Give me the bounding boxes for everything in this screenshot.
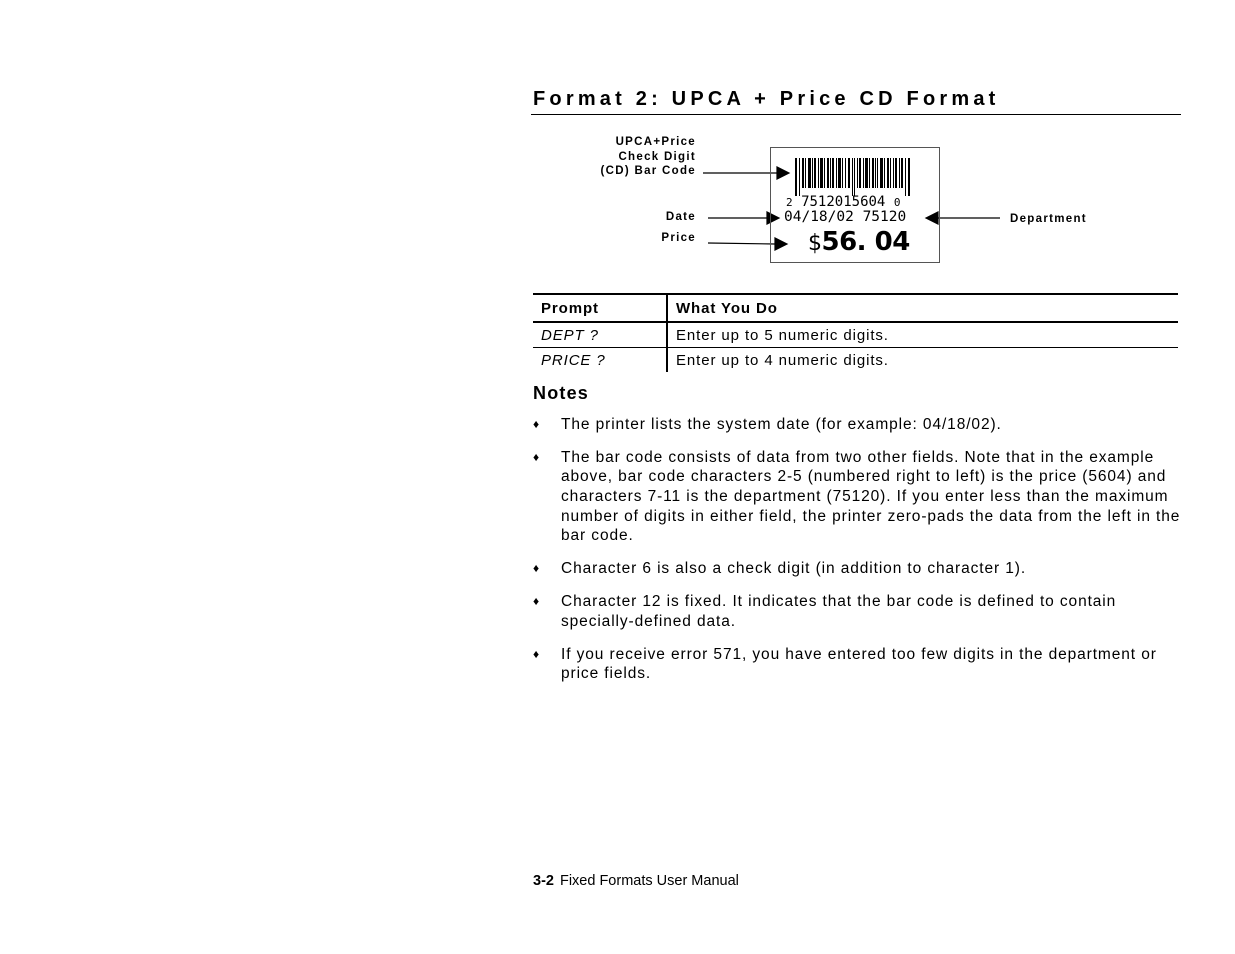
prompts-table	[533, 293, 1178, 372]
list-item	[533, 559, 1183, 579]
header-what-you-do: What You Do	[676, 299, 778, 317]
label-department: 75120	[862, 209, 907, 225]
page-heading: Format 2: UPCA + Price CD Format	[533, 88, 1000, 110]
bullet-diamond-icon: ♦	[533, 449, 541, 464]
page-number: 3-2	[533, 873, 554, 889]
manual-title: Fixed Formats User Manual	[559, 873, 739, 889]
callout-barcode-line-3: (CD) Bar Code	[600, 165, 696, 177]
callout-barcode-line-2: Check Digit	[618, 150, 696, 163]
price-value: 56. 04	[821, 227, 910, 257]
note-text: Character 6 is also a check digit (in addition to character 1).	[561, 560, 1027, 578]
bullet-diamond-icon: ♦	[533, 561, 541, 576]
price-currency-symbol: $	[808, 231, 822, 256]
callout-date: Date	[665, 211, 696, 223]
notes-title: Notes	[533, 383, 590, 403]
barcode-image	[795, 158, 917, 196]
callout-barcode-line-1: UPCA+Price	[615, 136, 696, 148]
barcode-right-digits: 15604	[843, 194, 886, 210]
note-text: The printer lists the system date (for example: 04/18/02).	[561, 416, 1002, 433]
label-date-line	[784, 209, 906, 225]
list-item	[533, 415, 1183, 435]
bullet-diamond-icon: ♦	[533, 417, 541, 431]
bullet-diamond-icon: ♦	[533, 646, 541, 661]
note-text: Character 12 is fixed. It indicates that the bar code is defined to contain specially-defined data.	[561, 593, 1117, 630]
prompt-cell: DEPT ?	[533, 322, 667, 348]
label-date: 04/18/02	[784, 209, 854, 225]
note-text: If you receive error 571, you have entered too few digits in the department or price fields.	[561, 645, 1157, 683]
header-prompt: Prompt	[533, 294, 667, 322]
price-arrow-line	[708, 243, 775, 244]
table-header-row	[533, 294, 1178, 322]
label-price	[808, 227, 910, 259]
list-item	[533, 448, 1183, 546]
page-footer	[533, 873, 739, 889]
callout-price: Price	[661, 232, 696, 244]
prompt-cell: PRICE ?	[533, 348, 667, 373]
list-item	[533, 645, 1183, 684]
barcode-trail-digit: 0	[893, 196, 901, 209]
callout-arrows	[0, 0, 1235, 300]
action-cell: Enter up to 5 numeric digits.	[676, 326, 889, 344]
table-row	[533, 348, 1178, 373]
note-text: The bar code consists of data from two other fields. Note that in the example above, bar code characters 2-5 (numbered right to left) is the price (5604) and characters 7-11 is the department (75120). If you enter less than the maximum number of digits in either field, the printer zero-pads the data from the left in the bar code.	[561, 448, 1181, 545]
barcode-lead-digit: 2	[786, 196, 793, 209]
table-row	[533, 322, 1178, 348]
bullet-diamond-icon: ♦	[533, 594, 541, 609]
callout-department: Department	[1010, 213, 1087, 225]
list-item	[533, 592, 1183, 631]
barcode-left-digits: 75120	[801, 194, 844, 210]
notes-list	[533, 415, 1183, 697]
action-cell: Enter up to 4 numeric digits.	[676, 351, 889, 369]
